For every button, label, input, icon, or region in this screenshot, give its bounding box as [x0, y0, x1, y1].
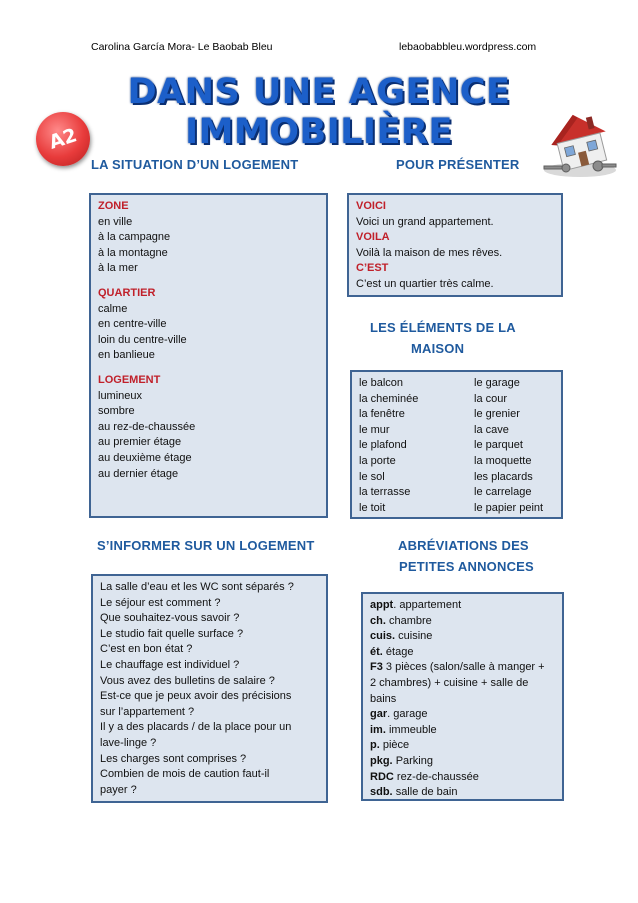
elements-heading-line1: LES ÉLÉMENTS DE LA	[370, 320, 516, 335]
list-item: le grenier	[474, 408, 520, 421]
question-line: payer ?	[100, 783, 137, 796]
list-item: en centre-ville	[98, 318, 167, 331]
abbreviation-entry: pkg. Parking	[370, 754, 433, 767]
list-item: calme	[98, 302, 128, 315]
example-sentence: Voici un grand appartement.	[356, 215, 494, 228]
level-badge-label: A2	[46, 124, 80, 154]
situation-heading: LA SITUATION D’UN LOGEMENT	[91, 157, 299, 172]
example-sentence: C’est un quartier très calme.	[356, 277, 494, 290]
abbreviation-entry: gar. garage	[370, 708, 428, 721]
list-item: le balcon	[359, 377, 404, 389]
abbreviation-entry: cuis. cuisine	[370, 630, 433, 643]
question-line: Le studio fait quelle surface ?	[100, 627, 244, 640]
list-item: la terrasse	[359, 486, 411, 499]
list-item: la cour	[474, 392, 508, 405]
list-item: en banlieue	[98, 349, 155, 362]
question-line: Il y a des placards / de la place pour un	[100, 721, 292, 734]
list-item: au premier étage	[98, 436, 182, 449]
keyword-voila: VOILA	[356, 231, 390, 244]
question-line: Le chauffage est individuel ?	[100, 658, 240, 671]
elements-column-2	[474, 376, 543, 516]
presenter-heading: POUR PRÉSENTER	[396, 157, 520, 172]
abbreviations-box	[361, 592, 564, 801]
abbreviation-continuation: bains	[370, 692, 397, 705]
list-item: à la campagne	[98, 231, 171, 244]
question-line: C’est en bon état ?	[100, 643, 193, 656]
level-badge	[36, 112, 90, 166]
elements-heading-line2: MAISON	[411, 341, 465, 356]
list-item: le mur	[359, 423, 390, 436]
website-url: lebaobabbleu.wordpress.com	[399, 41, 537, 53]
question-line: Les charges sont comprises ?	[100, 752, 247, 765]
list-item: à la mer	[98, 262, 138, 275]
question-line: Vous avez des bulletins de salaire ?	[100, 674, 275, 687]
list-item: sombre	[98, 405, 135, 418]
list-item: lumineux	[98, 389, 143, 402]
keyword-voici: VOICI	[356, 200, 386, 212]
abbreviation-entry: ch. chambre	[370, 614, 432, 627]
list-item: la cheminée	[359, 392, 419, 405]
question-line: sur l’appartement ?	[100, 705, 195, 718]
list-item: la fenêtre	[359, 408, 405, 421]
list-item: la cave	[474, 423, 509, 436]
group-title-zone: ZONE	[98, 200, 129, 212]
house-with-keys-icon	[540, 104, 620, 180]
abbreviation-entry: RDC rez-de-chaussée	[370, 770, 479, 783]
abbreviation-entry: p. pièce	[370, 739, 410, 752]
abbreviation-entry: F3 3 pièces (salon/salle à manger +	[370, 661, 545, 674]
abbreviations-heading-line1: ABRÉVIATIONS DES	[398, 538, 529, 553]
group-title-logement: LOGEMENT	[98, 373, 161, 386]
list-item: le garage	[474, 377, 520, 389]
list-item: le parquet	[474, 439, 523, 452]
abbreviation-entry: im. immeuble	[370, 723, 437, 736]
question-line: La salle d’eau et les WC sont séparés ?	[100, 581, 294, 593]
question-line: Combien de mois de caution faut-il	[100, 768, 270, 781]
elements-column-1	[359, 376, 474, 516]
question-line: Est-ce que je peux avoir des précisions	[100, 690, 292, 703]
abbreviations-heading-line2: PETITES ANNONCES	[399, 559, 534, 574]
list-item: le toit	[359, 501, 386, 514]
list-item: le plafond	[359, 439, 407, 452]
list-item: à la montagne	[98, 246, 168, 259]
example-sentence: Voilà la maison de mes rêves.	[356, 246, 503, 259]
keyword-cest: C’EST	[356, 262, 389, 275]
list-item: au rez-de-chaussée	[98, 420, 196, 433]
list-item: la porte	[359, 454, 396, 467]
informer-heading: S’INFORMER SUR UN LOGEMENT	[97, 538, 315, 553]
page-title: DANS UNE AGENCE IMMOBILIÈRE	[127, 72, 511, 152]
question-line: Que souhaitez-vous savoir ?	[100, 612, 240, 625]
list-item: le papier peint	[474, 501, 544, 514]
question-line: Le séjour est comment ?	[100, 596, 221, 609]
list-item: le sol	[359, 470, 385, 483]
elements-box	[350, 370, 563, 519]
list-item: en ville	[98, 215, 133, 228]
list-item: au dernier étage	[98, 467, 179, 480]
abbreviation-entry: sdb. salle de bain	[370, 786, 458, 799]
question-line: lave-linge ?	[100, 736, 157, 749]
list-item: loin du centre-ville	[98, 333, 187, 346]
list-item: au deuxième étage	[98, 451, 192, 464]
presenter-box	[347, 193, 563, 297]
abbreviation-entry: appt. appartement	[370, 599, 462, 611]
list-item: la moquette	[474, 454, 532, 467]
list-item: les placards	[474, 470, 533, 483]
situation-box	[89, 193, 328, 518]
abbreviation-entry: ét. étage	[370, 645, 414, 658]
abbreviation-continuation: 2 chambres) + cuisine + salle de	[370, 676, 529, 689]
list-item: le carrelage	[474, 486, 532, 499]
informer-box	[91, 574, 328, 803]
author-credit: Carolina García Mora- Le Baobab Bleu	[91, 41, 273, 53]
group-title-quartier: QUARTIER	[98, 286, 156, 299]
